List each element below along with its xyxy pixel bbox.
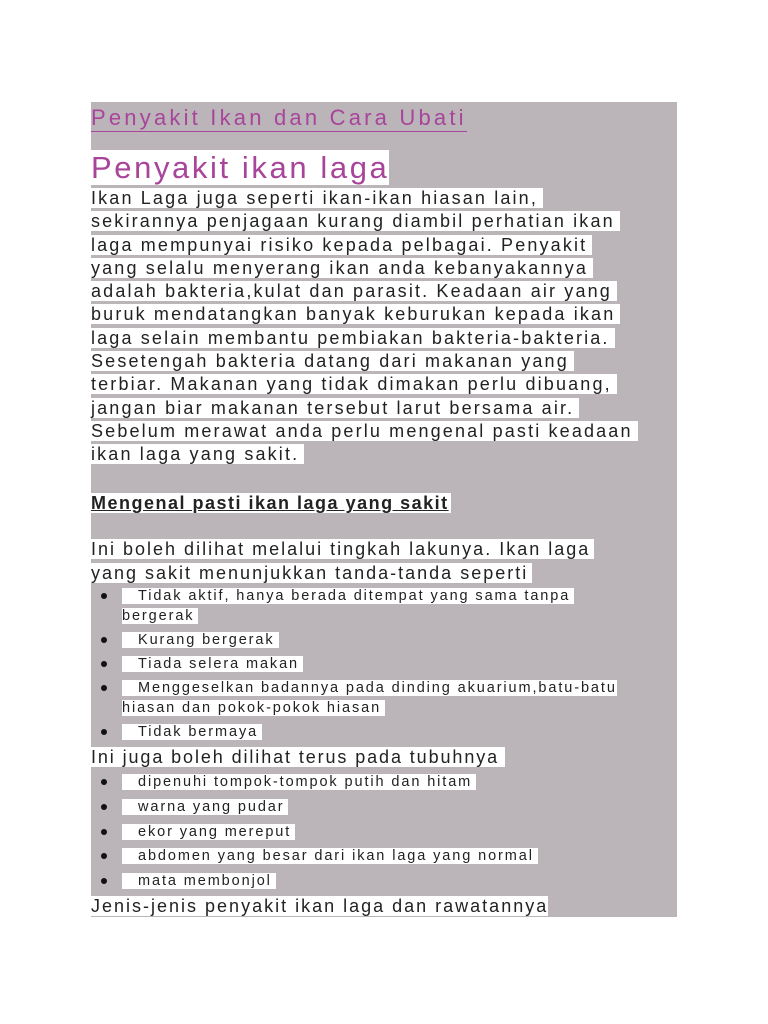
page-title-text: Penyakit ikan laga <box>91 150 390 185</box>
bullet-icon <box>101 661 107 667</box>
bullet-icon <box>101 685 107 691</box>
body-signs-intro <box>91 745 505 769</box>
list-item <box>91 654 677 678</box>
bullet-icon <box>101 829 107 835</box>
list-item-text: mata membonjol <box>122 873 276 889</box>
bullet-icon <box>101 853 107 859</box>
paragraph-line-text: laga mempunyai risiko kepada pelbagai. Penyakit <box>91 235 592 255</box>
list-item-text: Tidak aktif, hanya berada ditempat yang sama tanpa <box>122 588 574 604</box>
list-item <box>91 630 677 654</box>
intro-paragraph <box>91 187 677 467</box>
list-item-text: Kurang bergerak <box>122 632 279 648</box>
list-item-text: warna yang pudar <box>122 799 288 815</box>
paragraph-line <box>91 187 677 210</box>
list-item <box>91 678 677 722</box>
list-item-text-continued: bergerak <box>122 608 198 624</box>
paragraph-line <box>91 327 677 350</box>
bullet-icon <box>101 729 107 735</box>
paragraph-line <box>91 443 677 466</box>
page-title <box>91 148 389 188</box>
paragraph-line <box>91 373 677 396</box>
header-link-text[interactable]: Penyakit Ikan dan Cara Ubati <box>91 105 467 130</box>
paragraph-line-text: jangan biar makanan tersebut larut bersama air. <box>91 398 579 418</box>
list-item <box>91 586 677 630</box>
behaviour-intro <box>91 538 677 585</box>
list-item-text: Tidak bermaya <box>122 724 262 740</box>
document-panel <box>91 102 677 917</box>
paragraph-line-text: Sesetengah bakteria datang dari makanan yang <box>91 351 574 371</box>
bullet-icon <box>101 878 107 884</box>
paragraph-line <box>91 562 677 586</box>
next-section-heading <box>91 894 548 918</box>
paragraph-line-text: ikan laga yang sakit. <box>91 444 304 464</box>
section-heading-text: Mengenal pasti ikan laga yang sakit <box>91 493 449 513</box>
next-section-heading-text: Jenis-jenis penyakit ikan laga dan rawatannya <box>91 896 549 916</box>
list-item-text: dipenuhi tompok-tompok putih dan hitam <box>122 774 476 790</box>
list-item-text-continued: hiasan dan pokok-pokok hiasan <box>122 700 385 716</box>
paragraph-line <box>91 420 677 443</box>
paragraph-line-text: sekirannya penjagaan kurang diambil perhatian ikan <box>91 211 620 231</box>
paragraph-line <box>91 234 677 257</box>
paragraph-line-text: Ikan Laga juga seperti ikan-ikan hiasan lain, <box>91 188 543 208</box>
list-item-text: ekor yang mereput <box>122 824 295 840</box>
paragraph-line-text: Sebelum merawat anda perlu mengenal pasti keadaan <box>91 421 638 441</box>
paragraph-line <box>91 350 677 373</box>
list-item <box>91 871 677 895</box>
bullet-icon <box>101 804 107 810</box>
body-signs-intro-text: Ini juga boleh dilihat terus pada tubuhnya <box>91 747 505 767</box>
paragraph-line <box>91 257 677 280</box>
list-item-text: Menggeselkan badannya pada dinding akuarium,batu-batu <box>122 680 617 696</box>
paragraph-line <box>91 303 677 326</box>
paragraph-line <box>91 397 677 420</box>
paragraph-line <box>91 538 677 562</box>
behaviour-sign-list <box>91 586 677 742</box>
paragraph-line-text: laga selain membantu pembiakan bakteria-bakteria. <box>91 328 615 348</box>
paragraph-line <box>91 280 677 303</box>
paragraph-line-text: yang selalu menyerang ikan anda kebanyakannya <box>91 258 593 278</box>
paragraph-line-text: adalah bakteria,kulat dan parasit. Keadaan air yang <box>91 281 617 301</box>
paragraph-line-text: Ini boleh dilihat melalui tingkah lakunya. Ikan laga <box>91 539 594 559</box>
list-item <box>91 822 677 846</box>
list-item-text: abdomen yang besar dari ikan laga yang normal <box>122 848 538 864</box>
list-item-text: Tiada selera makan <box>122 656 303 672</box>
paragraph-line-text: yang sakit menunjukkan tanda-tanda seperti <box>91 563 532 583</box>
paragraph-line <box>91 210 677 233</box>
paragraph-line-text: buruk mendatangkan banyak keburukan kepada ikan <box>91 304 620 324</box>
list-item <box>91 797 677 822</box>
bullet-icon <box>101 637 107 643</box>
section-heading <box>91 491 451 515</box>
body-sign-list <box>91 772 677 895</box>
header-link[interactable] <box>91 104 467 132</box>
list-item <box>91 772 677 797</box>
list-item <box>91 846 677 871</box>
list-item <box>91 722 677 742</box>
bullet-icon <box>101 779 107 785</box>
bullet-icon <box>101 593 107 599</box>
paragraph-line-text: terbiar. Makanan yang tidak dimakan perlu dibuang, <box>91 374 617 394</box>
